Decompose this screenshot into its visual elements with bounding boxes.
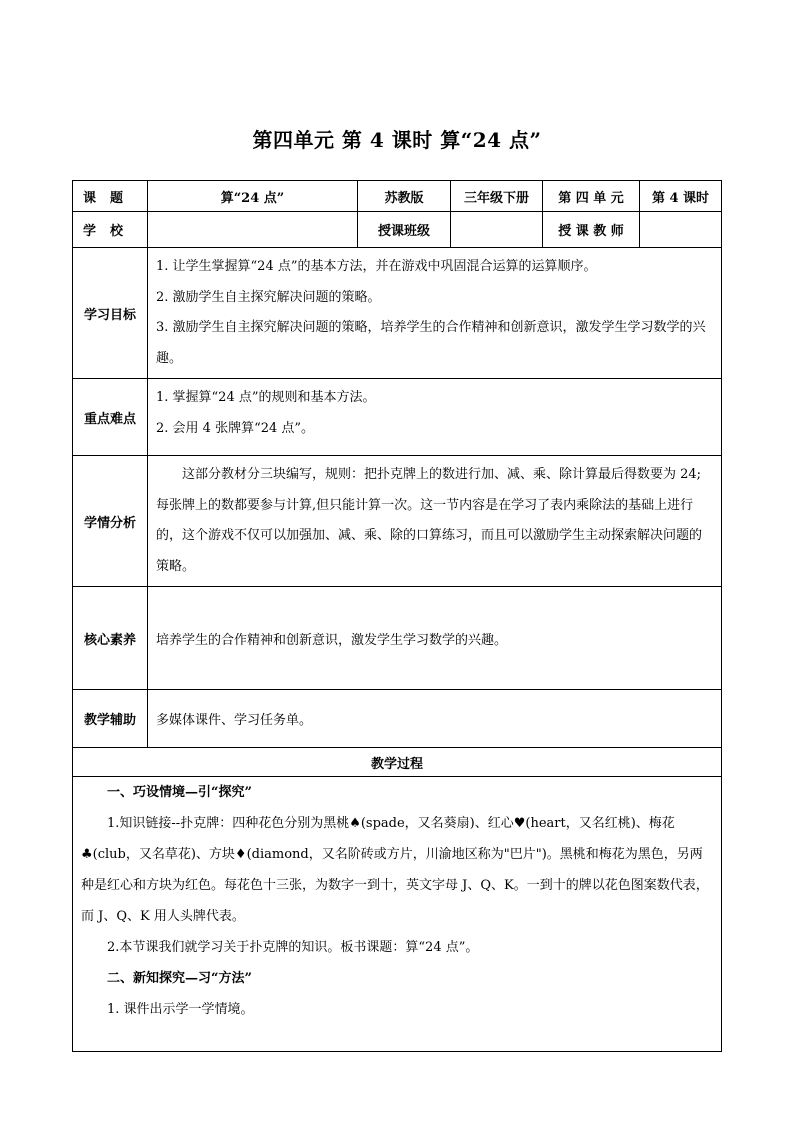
goal-item: 3. 激励学生自主探究解决问题的策略，培养学生的合作精神和创新意识，激发学生学习数学的兴趣。 — [156, 320, 706, 366]
goals-content — [148, 248, 722, 379]
topic-label: 课题 — [73, 181, 148, 212]
row-school — [73, 212, 722, 248]
row-process-body — [73, 777, 722, 1052]
key-points-content — [148, 379, 722, 456]
literacy-text: 培养学生的合作精神和创新意识，激发学生学习数学的兴趣。 — [148, 587, 722, 690]
key-point-item: 2. 会用 4 张牌算“24 点”。 — [156, 420, 315, 436]
row-goals — [73, 248, 722, 379]
teacher-label: 授 课 教 师 — [543, 212, 640, 248]
row-key-points — [73, 379, 722, 456]
goals-label: 学习目标 — [73, 248, 148, 379]
page-title: 第四单元 第 4 课时 算“24 点” — [252, 128, 542, 152]
aids-text: 多媒体课件、学习任务单。 — [148, 690, 722, 748]
class-label: 授课班级 — [358, 212, 451, 248]
row-analysis — [73, 456, 722, 587]
class-value — [451, 212, 543, 248]
process-paragraph: 1.知识链接--扑克牌：四种花色分别为黑桃♠(spade，又名葵扇)、红心♥(heart，又名红桃)、梅花♣(club，又名草花)、方块♦(diamond，又名阶砖或方片，川渝地区称为"巴片")。黑桃和梅花为黑色，另两种是红心和方块为红色。每花色十三张，为数字一到十，英文字母 J、Q、K。一到十的牌以花色图案数代表，而 J、Q、K 用人头牌代表。 — [81, 816, 709, 924]
section-heading: 一、巧设情境—引“探究” — [107, 785, 252, 800]
teacher-value — [640, 212, 722, 248]
school-value — [148, 212, 358, 248]
goal-item: 1. 让学生掌握算“24 点”的基本方法，并在游戏中巩固混合运算的运算顺序。 — [156, 259, 597, 274]
analysis-content — [148, 456, 722, 587]
publisher-value: 苏教版 — [358, 181, 451, 212]
row-topic — [73, 181, 722, 212]
process-paragraph: 2.本节课我们就学习关于扑克牌的知识。板书课题：算“24 点”。 — [107, 940, 479, 955]
lesson-value: 第 4 课时 — [640, 181, 722, 212]
goal-item: 2. 激励学生自主探究解决问题的策略。 — [156, 289, 381, 305]
key-points-label: 重点难点 — [73, 379, 148, 456]
row-process-header — [73, 748, 722, 777]
process-paragraph: 1. 课件出示学一学情境。 — [107, 1002, 254, 1017]
process-header: 教学过程 — [73, 748, 722, 777]
lesson-plan-table — [72, 180, 722, 1052]
literacy-label: 核心素养 — [73, 587, 148, 690]
process-content — [73, 777, 722, 1052]
aids-label: 教学辅助 — [73, 690, 148, 748]
analysis-text: 这部分教材分三块编写，规则：把扑克牌上的数进行加、减、乘、除计算最后得数要为 24;每张牌上的数都要参与计算,但只能计算一次。这一节内容是在学习了表内乘除法的基础上进行的，这个游戏不仅可以加强加、减、乘、除的口算练习，而且可以激励学生主动探索解决问题的策略。 — [156, 467, 703, 574]
row-literacy — [73, 587, 722, 690]
grade-value: 三年级下册 — [451, 181, 543, 212]
key-point-item: 1. 掌握算“24 点”的规则和基本方法。 — [156, 390, 376, 405]
topic-value: 算“24 点” — [148, 181, 358, 212]
section-heading: 二、新知探究—习“方法” — [107, 971, 252, 986]
school-label: 学校 — [73, 212, 148, 248]
analysis-label: 学情分析 — [73, 456, 148, 587]
unit-value: 第 四 单 元 — [543, 181, 640, 212]
row-aids — [73, 690, 722, 748]
